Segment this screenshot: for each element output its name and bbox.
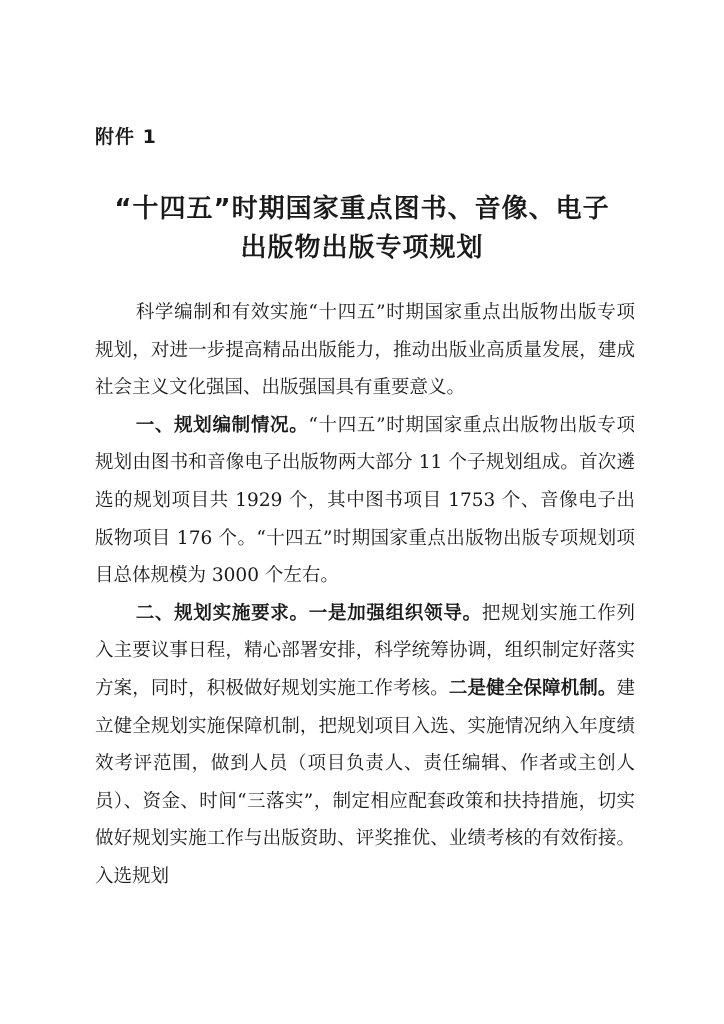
section-2-point-2-label: 二是健全保障机制。 <box>448 677 617 699</box>
attachment-label: 附件 1 <box>95 126 157 148</box>
section-1-paragraph <box>95 407 635 595</box>
document-body <box>95 294 635 896</box>
section-2-heading: 二、规划实施要求。 <box>135 602 309 624</box>
section-1-heading: 一、规划编制情况。 <box>135 414 309 436</box>
section-2-point-2-text: 建立健全规划实施保障机制，把规划项目入选、实施情况纳入年度绩效考评范围，做到人员（项目负责人、责任编辑、作者或主创人员）、资金、时间“三落实”，制定相应配套政策和扶持措施，切实做好规划实施工作与出版资助、评奖推优、业绩考核的有效衔接。入选规划 <box>95 677 635 887</box>
section-2-point-1-text: 把规划实施工作列入主要议事日程，精心部署安排，科学统筹协调，组织制定好落实方案，同时，积极做好规划实施工作考核。 <box>95 602 635 699</box>
section-2-paragraph <box>95 595 635 896</box>
intro-paragraph <box>95 294 635 407</box>
intro-text: 科学编制和有效实施“十四五”时期国家重点出版物出版专项规划，对进一步提高精品出版能力，推动出版业高质量发展，建成社会主义文化强国、出版强国具有重要意义。 <box>95 302 635 399</box>
section-2-point-1-label: 一是加强组织领导。 <box>308 602 482 624</box>
section-1-text: “十四五”时期国家重点出版物出版专项规划由图书和音像电子出版物两大部分 11 个子规划组成。首次遴选的规划项目共 1929 个，其中图书项目 1753 个、音像电子出版物项目 176 个。“十四五”时期国家重点出版物出版专项规划项目总体规模为 3000 个左右。 <box>95 414 635 587</box>
document-title-line-2: 出版物出版专项规划 <box>240 233 484 263</box>
document-title-line-1: “十四五”时期国家重点图书、音像、电子 <box>114 194 610 224</box>
